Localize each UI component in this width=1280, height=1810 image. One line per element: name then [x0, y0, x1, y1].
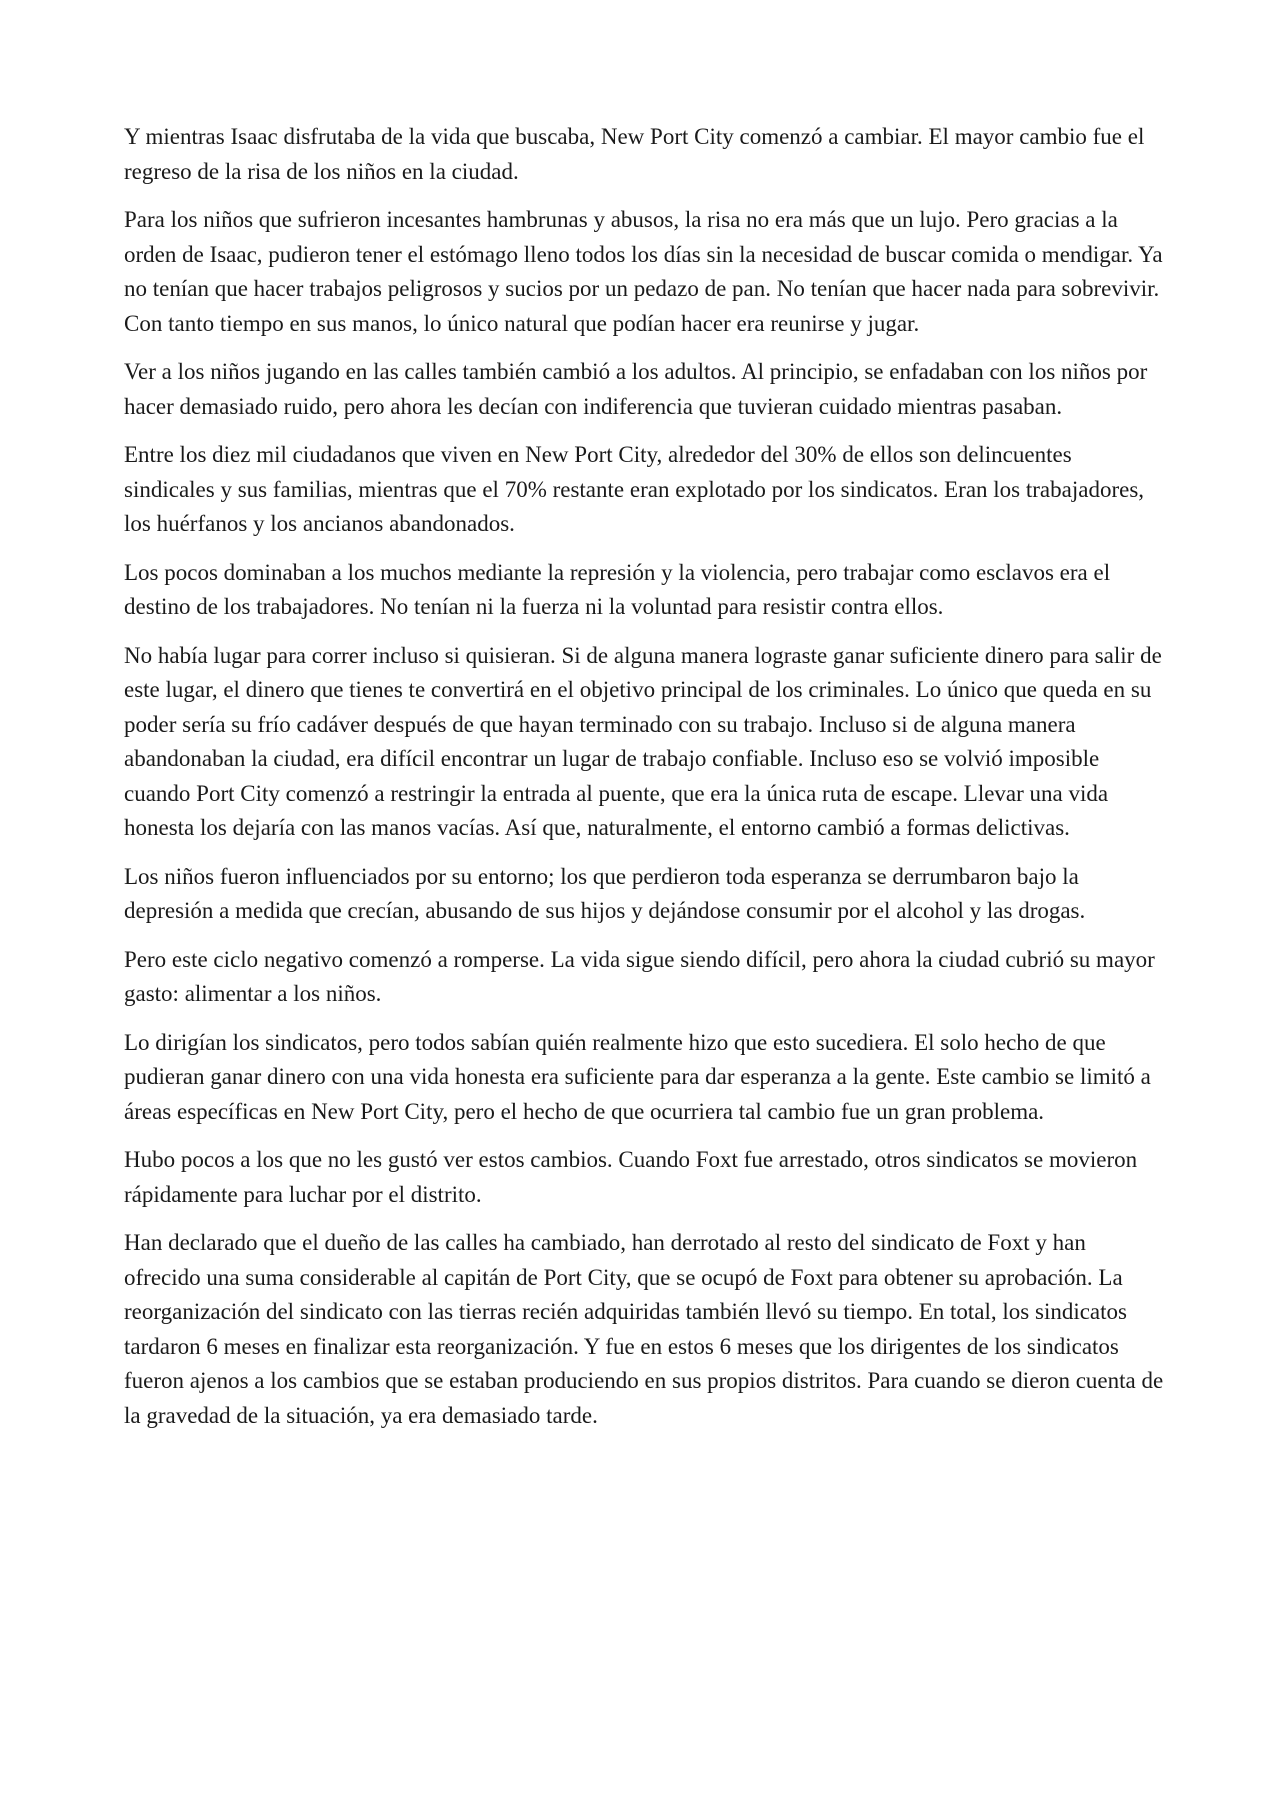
- paragraph: Lo dirigían los sindicatos, pero todos sabían quién realmente hizo que esto sucediera. El solo hecho de que pudieran ganar dinero con una vida honesta era suficiente para dar esperanza a la gente. Este cambio se limitó a áreas específicas en New Port City, pero el hecho de que ocurriera tal cambio fue un gran problema.: [124, 1029, 1151, 1124]
- document-body: [124, 120, 1168, 1433]
- paragraph: No había lugar para correr incluso si quisieran. Si de alguna manera lograste ganar suficiente dinero para salir de este lugar, el dinero que tienes te convertirá en el objetivo principal de los criminales. Lo único que queda en su poder sería su frío cadáver después de que hayan terminado con su trabajo. Incluso si de alguna manera abandonaban la ciudad, era difícil encontrar un lugar de trabajo confiable. Incluso eso se volvió imposible cuando Port City comenzó a restringir la entrada al puente, que era la única ruta de escape. Llevar una vida honesta los dejaría con las manos vacías. Así que, naturalmente, el entorno cambió a formas delictivas.: [124, 642, 1162, 840]
- paragraph: Los pocos dominaban a los muchos mediante la represión y la violencia, pero trabajar como esclavos era el destino de los trabajadores. No tenían ni la fuerza ni la voluntad para resistir contra ellos.: [124, 559, 1111, 619]
- paragraph: Entre los diez mil ciudadanos que viven en New Port City, alrededor del 30% de ellos son delincuentes sindicales y sus familias, mientras que el 70% restante eran explotado por los sindicatos. Eran los trabajadores, los huérfanos y los ancianos abandonados.: [124, 442, 1145, 536]
- paragraph: Ver a los niños jugando en las calles también cambió a los adultos. Al principio, se enfadaban con los niños por hacer demasiado ruido, pero ahora les decían con indiferencia que tuvieran cuidado mientras pasaban.: [124, 359, 1148, 419]
- paragraph: Los niños fueron influenciados por su entorno; los que perdieron toda esperanza se derrumbaron bajo la depresión a medida que crecían, abusando de sus hijos y dejándose consumir por el alcohol y las drogas.: [124, 863, 1086, 923]
- paragraph: Han declarado que el dueño de las calles ha cambiado, han derrotado al resto del sindicato de Foxt y han ofrecido una suma considerable al capitán de Port City, que se ocupó de Foxt para obtener su aprobación. La reorganización del sindicato con las tierras recién adquiridas también llevó su tiempo. En total, los sindicatos tardaron 6 meses en finalizar esta reorganización. Y fue en estos 6 meses que los dirigentes de los sindicatos fueron ajenos a los cambios que se estaban produciendo en sus propios distritos. Para cuando se dieron cuenta de la gravedad de la situación, ya era demasiado tarde.: [124, 1230, 1164, 1428]
- paragraph: Pero este ciclo negativo comenzó a romperse. La vida sigue siendo difícil, pero ahora la ciudad cubrió su mayor gasto: alimentar a los niños.: [124, 946, 1155, 1006]
- paragraph: Hubo pocos a los que no les gustó ver estos cambios. Cuando Foxt fue arrestado, otros sindicatos se movieron rápidamente para luchar por el distrito.: [124, 1147, 1138, 1207]
- paragraph: Para los niños que sufrieron incesantes hambrunas y abusos, la risa no era más que un lujo. Pero gracias a la orden de Isaac, pudieron tener el estómago lleno todos los días sin la necesidad de buscar comida o mendigar. Ya no tenían que hacer trabajos peligrosos y sucios por un pedazo de pan. No tenían que hacer nada para sobrevivir. Con tanto tiempo en sus manos, lo único natural que podían hacer era reunirse y jugar.: [124, 207, 1163, 336]
- paragraph: Y mientras Isaac disfrutaba de la vida que buscaba, New Port City comenzó a cambiar. El mayor cambio fue el regreso de la risa de los niños en la ciudad.: [124, 124, 1145, 184]
